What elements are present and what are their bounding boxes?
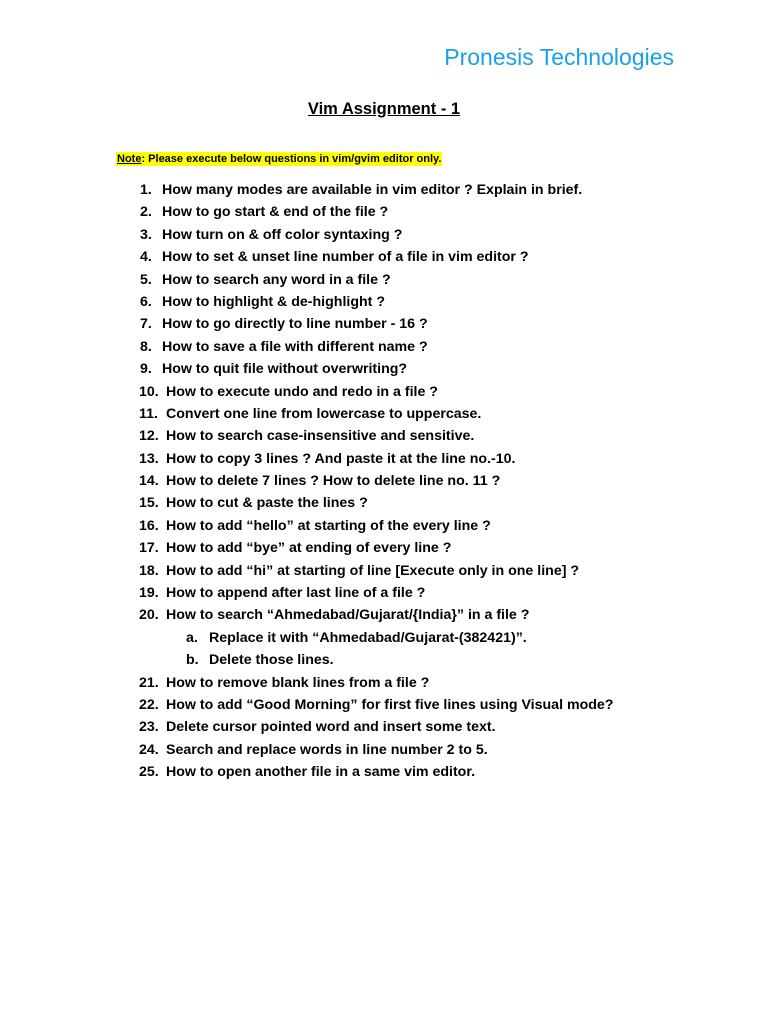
note-highlight [116,152,442,166]
question-number: 24. [139,741,159,758]
list-item [139,739,613,761]
question-text: How to set & unset line number of a file in vim editor ? [162,249,529,266]
question-text: How to search “Ahmedabad/Gujarat/{India}” in a file ? [166,607,530,624]
question-text: Convert one line from lowercase to uppercase. [166,405,482,422]
question-number: 8. [140,338,152,355]
list-item [139,672,613,694]
list-item [139,761,613,783]
question-text: How to quit file without overwriting? [162,361,408,378]
sub-question-text: Delete those lines. [209,652,334,669]
list-item [139,448,613,470]
sub-question-letter: b. [186,652,199,669]
question-number: 3. [140,226,152,243]
question-number: 23. [139,719,159,736]
question-number: 21. [139,674,159,691]
question-text: How to add “hello” at starting of the every line ? [166,517,491,534]
question-text: How to save a file with different name ? [162,338,428,355]
list-item [139,336,613,358]
list-item [139,582,613,604]
question-number: 4. [140,249,152,266]
sub-list-item [139,627,613,649]
question-number: 17. [139,540,159,557]
list-item [139,492,613,514]
list-item [139,201,613,223]
list-item [139,381,613,403]
list-item [139,246,613,268]
question-text: How to add “bye” at ending of every line ? [166,540,452,557]
list-item [139,537,613,559]
question-number: 5. [140,271,152,288]
list-item [139,291,613,313]
sub-list-item [139,649,613,671]
question-number: 7. [140,316,152,333]
question-number: 6. [140,293,152,310]
question-number: 25. [139,764,159,781]
note-text: : Please execute below questions in vim/gvim editor only. [141,153,442,165]
list-item [139,470,613,492]
company-name: Pronesis Technologies [444,44,674,70]
question-number: 15. [139,495,159,512]
question-text: How to delete 7 lines ? How to delete line no. 11 ? [166,473,501,490]
list-item [139,269,613,291]
list-item [139,358,613,380]
document-title [0,100,768,119]
question-number: 22. [139,696,159,713]
question-number: 2. [140,204,152,221]
list-item [139,604,613,626]
question-text: How to cut & paste the lines ? [166,495,368,512]
list-item [139,224,613,246]
question-number: 18. [139,562,159,579]
question-number: 14. [139,473,159,490]
question-text: How to open another file in a same vim editor. [166,764,476,781]
list-item [139,425,613,447]
question-list [139,179,613,784]
question-number: 12. [139,428,159,445]
question-number: 19. [139,585,159,602]
list-item [139,313,613,335]
sub-question-text: Replace it with “Ahmedabad/Gujarat-(382421)”. [209,629,527,646]
question-text: Delete cursor pointed word and insert some text. [166,719,496,736]
question-number: 13. [139,450,159,467]
sub-question-letter: a. [186,629,198,646]
document-title-text: Vim Assignment - 1 [307,100,461,118]
question-text: How to go start & end of the file ? [162,204,389,221]
note-label: Note [117,153,142,165]
list-item [139,694,613,716]
question-text: Search and replace words in line number 2 to 5. [166,741,488,758]
question-text: How to highlight & de-highlight ? [162,293,386,310]
list-item [139,716,613,738]
question-text: How to append after last line of a file ? [166,585,426,602]
question-text: How many modes are available in vim editor ? Explain in brief. [162,182,583,198]
question-number: 1. [140,182,152,198]
question-number: 10. [139,383,159,400]
question-number: 20. [139,607,159,624]
question-text: How to remove blank lines from a file ? [166,674,430,691]
question-text: How to copy 3 lines ? And paste it at the line no.-10. [166,450,516,467]
question-text: How to search any word in a file ? [162,271,391,288]
list-item [139,403,613,425]
question-text: How to go directly to line number - 16 ? [162,316,428,333]
question-text: How to execute undo and redo in a file ? [166,383,438,400]
question-number: 9. [140,361,152,378]
question-number: 16. [139,517,159,534]
list-item [139,515,613,537]
question-text: How to search case-insensitive and sensitive. [166,428,475,445]
question-text: How to add “hi” at starting of line [Execute only in one line] ? [166,562,580,579]
question-number: 11. [139,405,158,422]
question-text: How turn on & off color syntaxing ? [162,226,403,243]
list-item [139,179,613,201]
question-text: How to add “Good Morning” for first five lines using Visual mode? [166,696,614,713]
list-item [139,560,613,582]
